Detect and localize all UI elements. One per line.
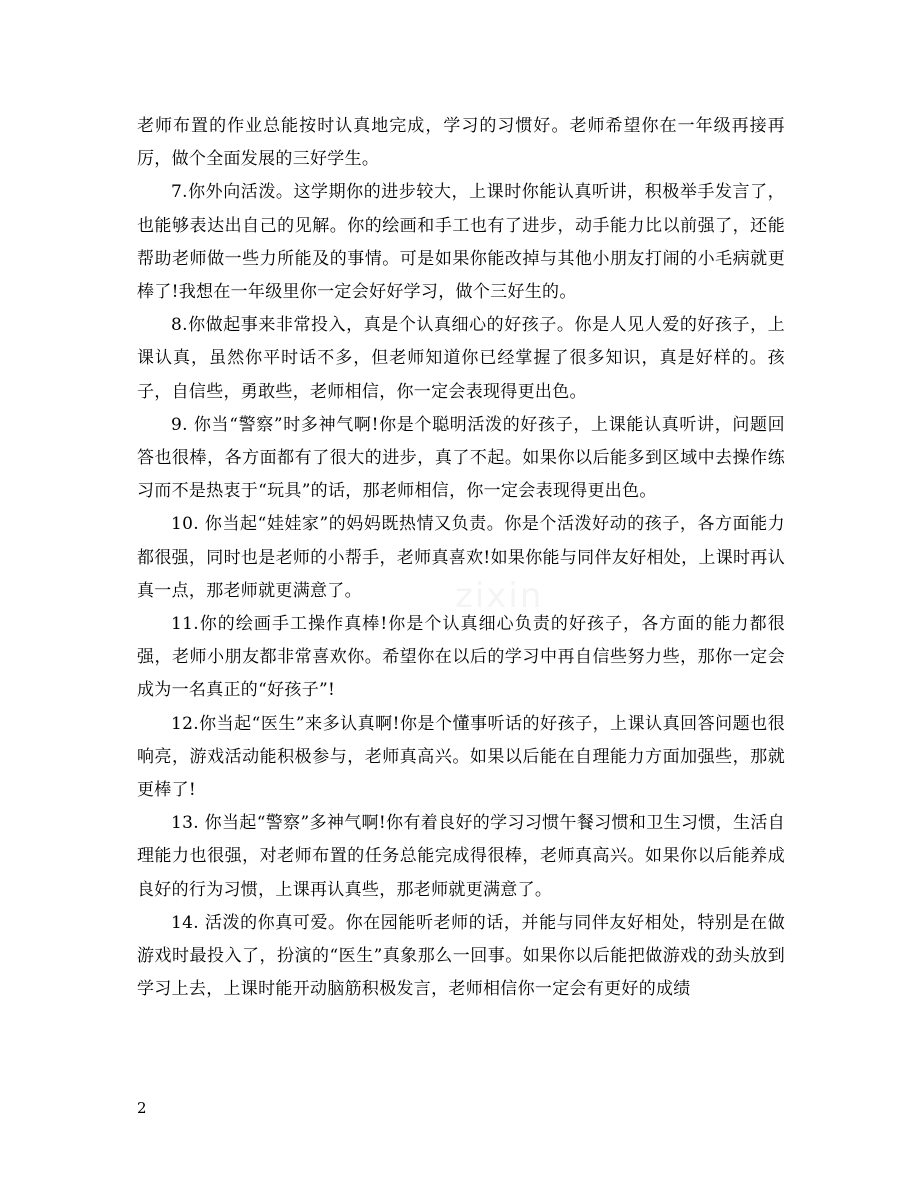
document-body [137,110,785,1006]
paragraph-continued: 老师布置的作业总能按时认真地完成，学习的习惯好。老师希望你在一年级再接再厉，做个全面发展的三好学生。 [137,116,785,170]
paragraph-item-10: 10. 你当起“娃娃家”的妈妈既热情又负责。你是个活泼好动的孩子，各方面能力都很强，同时也是老师的小帮手，老师真喜欢!如果你能与同伴友好相处，上课时再认真一点，那老师就更满意了。 [137,514,785,601]
paragraph-item-14: 14. 活泼的你真可爱。你在园能听老师的话，并能与同伴友好相处，特别是在做游戏时最投入了，扮演的“医生”真象那么一回事。如果你以后能把做游戏的劲头放到学习上去，上课时能开动脑筋积极发言，老师相信你一定会有更好的成绩 [137,912,785,1000]
paragraph-item-13: 13. 你当起“警察”多神气啊!你有着良好的学习习惯午餐习惯和卫生习惯，生活自理能力也很强，对老师布置的任务总能完成得很棒，老师真高兴。如果你以后能养成良好的行为习惯，上课再认真些，那老师就更满意了。 [137,813,785,900]
paragraph-item-11: 11.你的绘画手工操作真棒!你是个认真细心负责的好孩子，各方面的能力都很强，老师小朋友都非常喜欢你。希望你在以后的学习中再自信些努力些，那你一定会成为一名真正的“好孩子”! [137,614,785,701]
paragraph-item-8: 8.你做起事来非常投入，真是个认真细心的好孩子。你是人见人爱的好孩子，上课认真，虽然你平时话不多，但老师知道你已经掌握了很多知识，真是好样的。孩子，自信些，勇敢些，老师相信，你一定会表现得更出色。 [137,315,785,402]
paragraph-item-12: 12.你当起“医生”来多认真啊!你是个懂事听话的好孩子，上课认真回答问题也很响亮，游戏活动能积极参与，老师真高兴。如果以后能在自理能力方面加强些，那就更棒了! [137,713,785,801]
paragraph-item-9: 9. 你当“警察”时多神气啊!你是个聪明活泼的好孩子，上课能认真听讲，问题回答也很棒，各方面都有了很大的进步，真了不起。如果你以后能多到区域中去操作练习而不是热衷于“玩具”的话，那老师相信，你一定会表现得更出色。 [137,414,785,502]
page-number: 2 [137,1099,147,1117]
paragraph-item-7: 7.你外向活泼。这学期你的进步较大，上课时你能认真听讲，积极举手发言了，也能够表达出自己的见解。你的绘画和手工也有了进步，动手能力比以前强了，还能帮助老师做一些力所能及的事情。可是如果你能改掉与其他小朋友打闹的小毛病就更棒了!我想在一年级里你一定会好好学习，做个三好生的。 [137,182,785,303]
